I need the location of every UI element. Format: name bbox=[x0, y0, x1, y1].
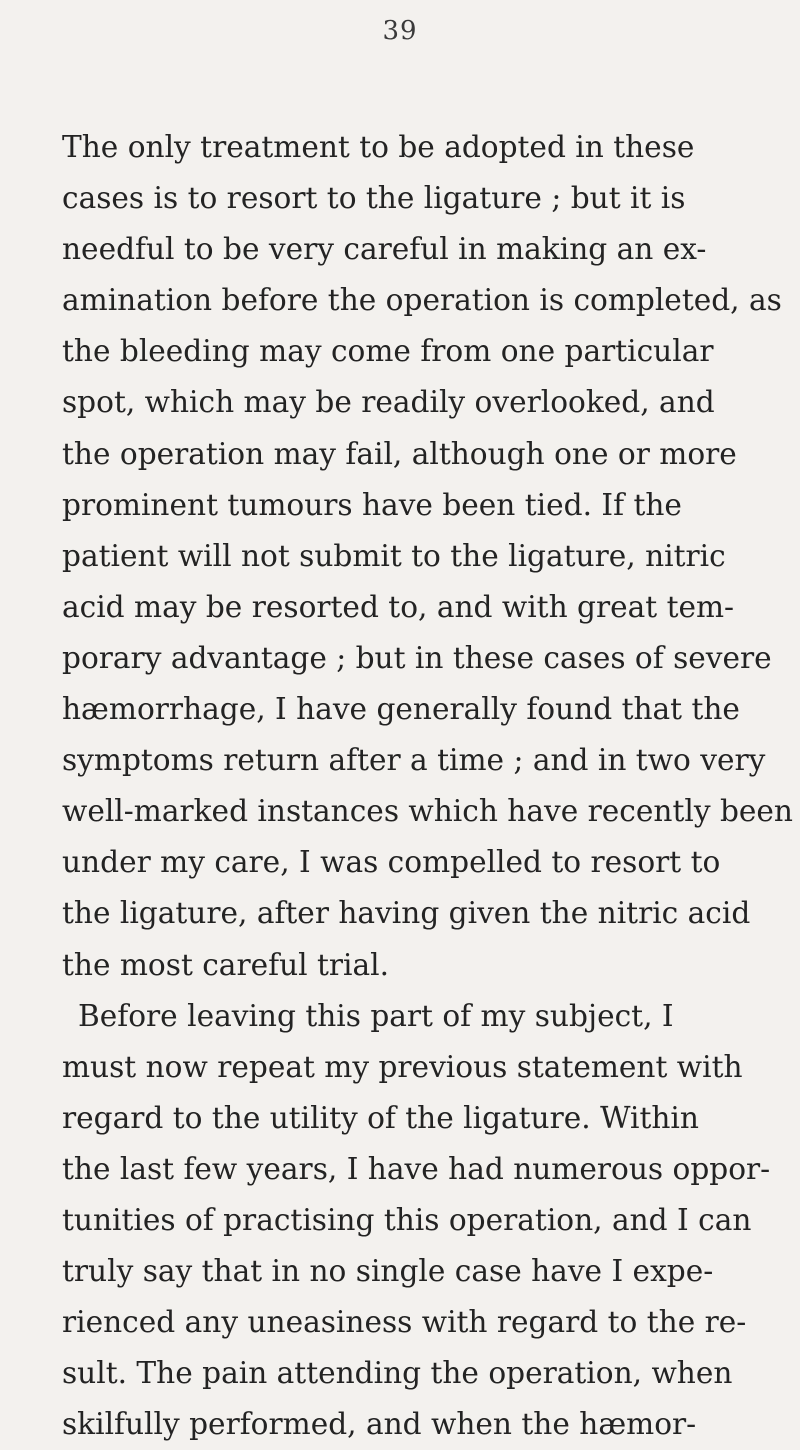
text-line: cases is to resort to the ligature ; but it is bbox=[62, 181, 686, 216]
text-line: the most careful trial. bbox=[62, 947, 390, 982]
text-line: porary advantage ; but in these cases of severe bbox=[62, 640, 772, 675]
text-line: prominent tumours have been tied. If the bbox=[62, 487, 682, 522]
text-line: well-marked instances which have recently been bbox=[62, 794, 793, 829]
paragraph-first-line: Before leaving this part of my subject, I bbox=[78, 998, 674, 1033]
text-line: acid may be resorted to, and with great tem- bbox=[62, 589, 735, 624]
page-number: 39 bbox=[382, 16, 418, 46]
text-line: rienced any uneasiness with regard to the re- bbox=[62, 1305, 747, 1340]
text-line: sult. The pain attending the operation, when bbox=[62, 1356, 733, 1391]
text-line: the last few years, I have had numerous oppor- bbox=[62, 1151, 771, 1186]
text-line: tunities of practising this operation, and I can bbox=[62, 1202, 752, 1237]
text-line: hæmorrhage, I have generally found that the bbox=[62, 692, 740, 727]
text-line: patient will not submit to the ligature, nitric bbox=[62, 538, 726, 573]
body-text bbox=[62, 122, 793, 1450]
text-line: needful to be very careful in making an ex- bbox=[62, 232, 707, 267]
text-line: must now repeat my previous statement with bbox=[62, 1049, 743, 1084]
text-line: symptoms return after a time ; and in two very bbox=[62, 743, 766, 778]
text-line: the bleeding may come from one particular bbox=[62, 334, 714, 369]
text-line: spot, which may be readily overlooked, and bbox=[62, 385, 715, 420]
text-line: truly say that in no single case have I expe- bbox=[62, 1254, 714, 1289]
text-line: the operation may fail, although one or more bbox=[62, 436, 737, 471]
text-line: The only treatment to be adopted in these bbox=[62, 130, 695, 164]
text-line: the ligature, after having given the nitric acid bbox=[62, 896, 751, 931]
text-line: regard to the utility of the ligature. Within bbox=[62, 1100, 699, 1135]
text-line: amination before the operation is completed, as bbox=[62, 283, 782, 318]
text-line: under my care, I was compelled to resort to bbox=[62, 845, 721, 880]
text-line: skilfully performed, and when the hæmor- bbox=[62, 1407, 697, 1442]
